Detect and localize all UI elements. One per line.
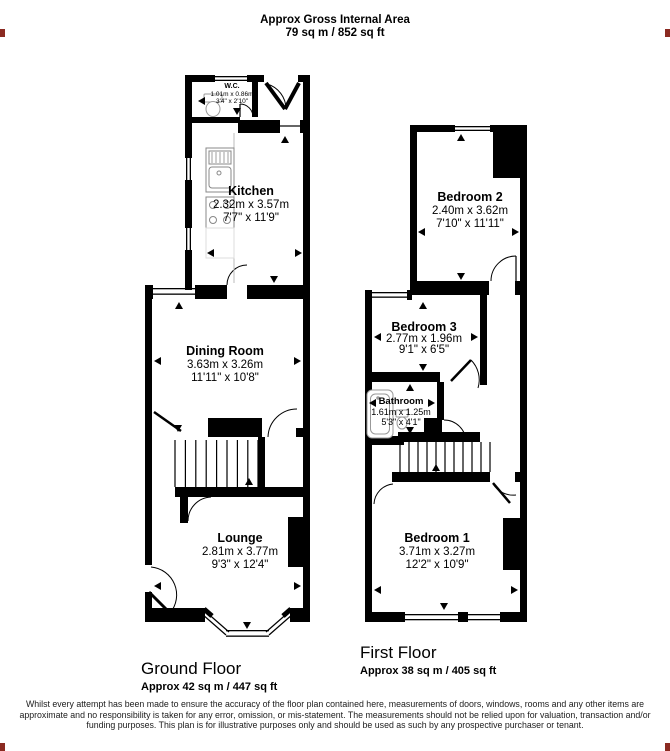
bedroom3-door-swing bbox=[451, 360, 479, 388]
first-floor-caption bbox=[360, 643, 496, 677]
room-name: Dining Room bbox=[186, 343, 264, 358]
crop-mark bbox=[0, 743, 5, 751]
room-name: Bedroom 3 bbox=[391, 319, 457, 334]
floor-name: Ground Floor bbox=[141, 659, 242, 678]
room-dims-metric: 1.01m x 0.86m bbox=[210, 90, 254, 98]
room-dims-imperial: 7'7" x 11'9" bbox=[223, 211, 279, 224]
window bbox=[372, 292, 407, 298]
room-name: Bedroom 2 bbox=[437, 189, 503, 204]
room-dims-metric: 3.63m x 3.26m bbox=[186, 358, 264, 371]
room-name: Bedroom 1 bbox=[404, 530, 470, 545]
bedroom1-right-door-swing bbox=[493, 483, 516, 503]
room-label-bathroom bbox=[371, 397, 431, 427]
window bbox=[215, 76, 247, 81]
window bbox=[455, 126, 490, 131]
room-dims-imperial: 12'2" x 10'9" bbox=[405, 558, 469, 571]
disclaimer-text: Whilst every attempt has been made to ensure the accuracy of the floor plan contained here, measurements of doors, windows, rooms and any other items are approximate and no responsibility is taken for any error, omission, or mis-statement. The measurements should not be relied upon for valuation, transaction and/or funding purposes. This plan is for illustrative purposes only and should be used as such by any prospective purchaser or tenant. bbox=[19, 699, 651, 731]
room-dims-imperial: 7'10" x 11'11" bbox=[436, 217, 504, 230]
room-dims-metric: 2.81m x 3.77m bbox=[201, 545, 279, 558]
room-label-dining-room bbox=[186, 345, 264, 386]
floor-area: Approx 38 sq m / 405 sq ft bbox=[360, 665, 497, 677]
wc-door-swing bbox=[240, 104, 253, 117]
room-dims-imperial: 9'3" x 12'4" bbox=[211, 558, 269, 571]
front-entrance-door bbox=[266, 83, 299, 109]
room-name: W.C. bbox=[224, 82, 240, 90]
room-dims-imperial: 9'1" x 6'5" bbox=[398, 343, 450, 356]
room-label-bedroom-2 bbox=[432, 191, 508, 232]
room-name: Kitchen bbox=[228, 183, 274, 198]
window bbox=[186, 228, 191, 250]
bedroom2-door-swing bbox=[491, 256, 516, 281]
kitchen-dining-door-swing bbox=[227, 265, 247, 285]
crop-mark bbox=[665, 29, 670, 37]
room-label-kitchen bbox=[213, 185, 289, 226]
window bbox=[153, 288, 195, 295]
room-dims-metric: 2.40m x 3.62m bbox=[431, 204, 509, 217]
room-label-lounge bbox=[202, 532, 278, 573]
title-line1: Approx Gross Internal Area bbox=[260, 14, 410, 26]
room-dims-metric: 2.77m x 1.96m bbox=[385, 332, 463, 345]
floor-name: First Floor bbox=[360, 643, 437, 662]
room-name: Bathroom bbox=[378, 396, 424, 407]
room-dims-imperial: 5'3" x 4'1" bbox=[381, 417, 421, 427]
chimney-breast bbox=[493, 132, 520, 178]
room-dims-metric: 2.32m x 3.57m bbox=[212, 198, 290, 211]
front-door-swing bbox=[149, 567, 177, 613]
room-dims-imperial: 11'11" x 10'8" bbox=[191, 371, 259, 384]
window bbox=[468, 614, 500, 620]
title-line2: 79 sq m / 852 sq ft bbox=[285, 27, 385, 39]
room-dims-metric: 3.71m x 3.27m bbox=[398, 545, 476, 558]
floor-area: Approx 42 sq m / 447 sq ft bbox=[141, 681, 278, 693]
bedroom1-left-door-swing bbox=[374, 484, 393, 504]
staircase-first bbox=[400, 442, 490, 472]
room-dims-imperial: 3'4" x 2'10" bbox=[215, 97, 249, 105]
kitchen-door-leaf bbox=[280, 125, 300, 126]
room-label-wc bbox=[211, 83, 254, 106]
room-dims-metric: 1.61m x 1.25m bbox=[371, 407, 431, 417]
hall-door-swing bbox=[268, 409, 297, 437]
staircase-ground bbox=[175, 440, 258, 487]
chimney-breast bbox=[503, 518, 520, 570]
window bbox=[405, 614, 458, 620]
crop-mark bbox=[0, 29, 5, 37]
room-label-bedroom-3 bbox=[385, 319, 463, 357]
lounge-door-swing bbox=[188, 497, 211, 521]
chimney-breast bbox=[288, 517, 310, 567]
ground-floor-caption bbox=[141, 659, 277, 693]
crop-mark bbox=[665, 743, 670, 751]
window bbox=[186, 158, 191, 180]
room-name: Lounge bbox=[217, 530, 263, 545]
room-label-bedroom-1 bbox=[399, 532, 475, 573]
